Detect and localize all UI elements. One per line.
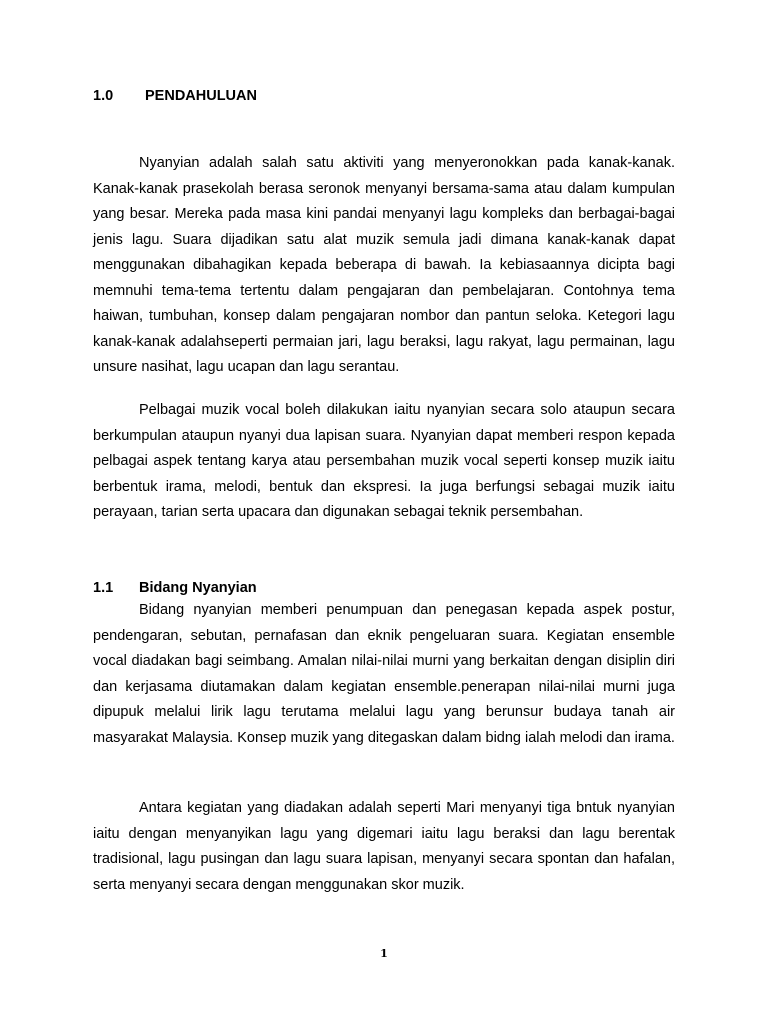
page-number: 1: [380, 947, 388, 960]
paragraph: Antara kegiatan yang diadakan adalah seperti Mari menyanyi tiga bntuk nyanyian iaitu dengan menyanyikan lagu yang digemari iaitu lagu beraksi dan lagu berentak tradisional, lagu pusingan dan lagu suara lapisan, menyanyi secara spontan dan hafalan, serta menyanyi secara dengan menggunakan skor muzik.: [93, 800, 675, 893]
paragraph: Pelbagai muzik vocal boleh dilakukan iaitu nyanyian secara solo ataupun secara berkumpulan ataupun nyanyi dua lapisan suara. Nyanyian dapat memberi respon kepada pelbagai aspek tentang karya atau persembahan muzik vocal seperti konsep muzik iaitu berbentuk irama, melodi, bentuk dan ekspresi. Ia juga berfungsi sebagai muzik iaitu perayaan, tarian serta upacara dan digunakan sebagai teknik persembahan.: [93, 402, 675, 520]
section-number: 1.0: [93, 88, 114, 104]
section-title: PENDAHULUAN: [145, 88, 257, 104]
section-title: Bidang Nyanyian: [139, 580, 257, 596]
paragraph: Bidang nyanyian memberi penumpuan dan penegasan kepada aspek postur, pendengaran, sebutan, pernafasan dan eknik pengeluaran suara. Kegiatan ensemble vocal diadakan bagi seimbang. Amalan nilai-nilai murni yang berkaitan dengan disiplin diri dan kerjasama diutamakan dalam kegiatan ensemble.penerapan nilai-nilai murni juga dipupuk melalui lirik lagu terutama melalui lagu yang berunsur budaya tanah air masyarakat Malaysia. Konsep muzik yang ditegaskan dalam bidng ialah melodi dan irama.: [93, 602, 675, 746]
section-heading-bidang-nyanyian: [93, 579, 257, 597]
section-heading-pendahuluan: [93, 87, 257, 105]
paragraph: Nyanyian adalah salah satu aktiviti yang menyeronokkan pada kanak-kanak. Kanak-kanak prasekolah berasa seronok menyanyi bersama-sama atau dalam kumpulan yang besar. Mereka pada masa kini pandai menyanyi lagu kompleks dan berbagai-bagai jenis lagu. Suara dijadikan satu alat muzik semula jadi dimana kanak-kanak dapat menggunakan dibahagikan kepada beberapa di bawah. Ia kebiasaannya dicipta bagi memnuhi tema-tema tertentu dalam pengajaran dan pembelajaran. Contohnya tema haiwan, tumbuhan, konsep dalam pengajaran nombor dan pantun seloka. Ketegori lagu kanak-kanak adalahseperti permaian jari, lagu beraksi, lagu rakyat, lagu permainan, lagu unsure nasihat, lagu ucapan dan lagu serantau.: [93, 155, 675, 375]
section-number: 1.1: [93, 580, 114, 596]
